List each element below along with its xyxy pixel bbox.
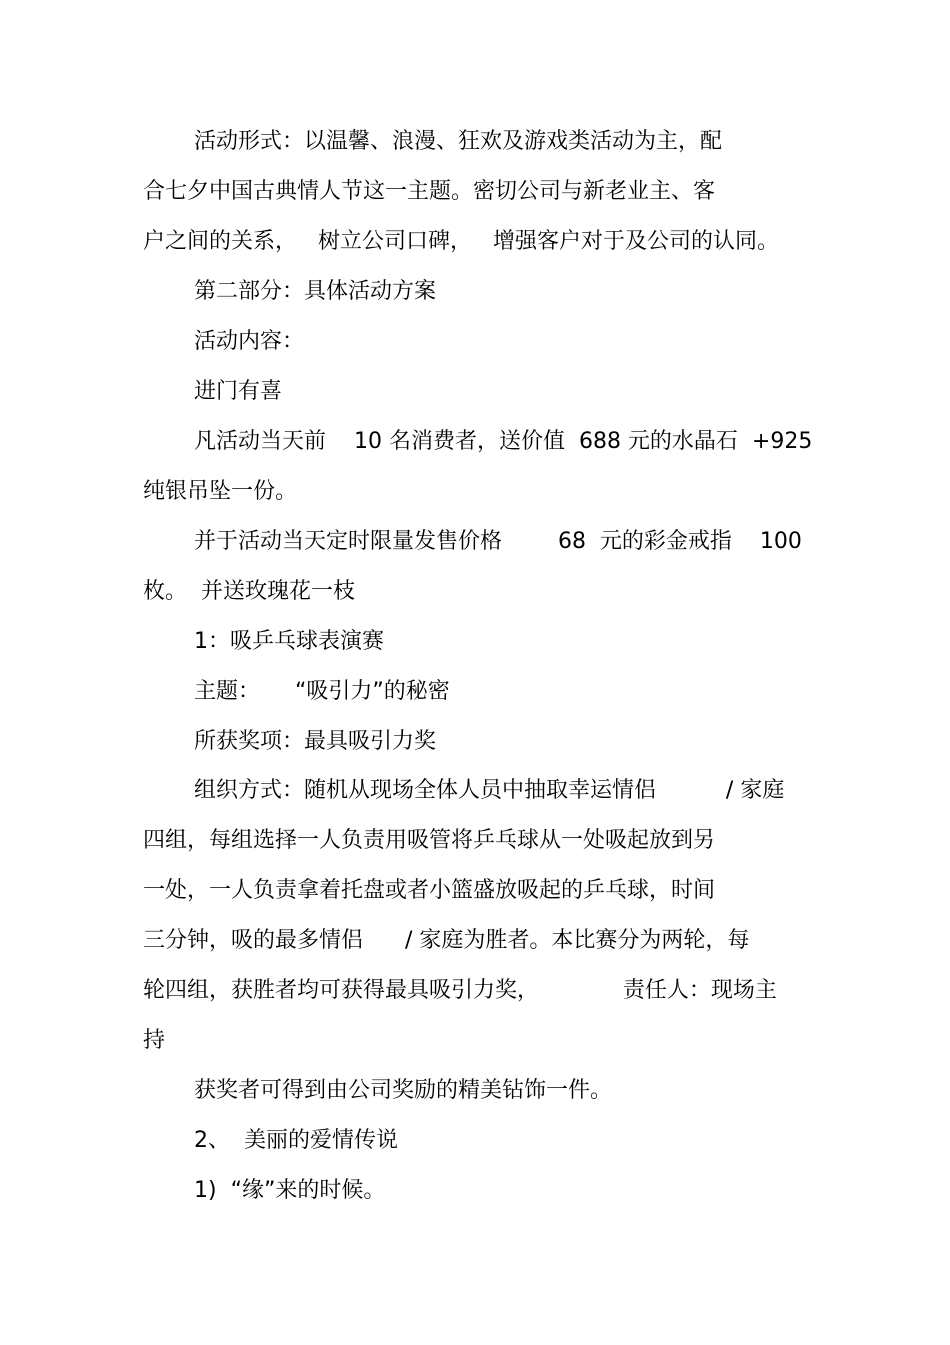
paragraph-line: 并于活动当天定时限量发售价格 68 元的彩金戒指 100 <box>194 529 802 554</box>
section-heading: 第二部分：具体活动方案 <box>194 279 437 304</box>
paragraph-line: 1) “缘”来的时候。 <box>194 1178 386 1203</box>
paragraph-line: 获奖者可得到由公司奖励的精美钻饰一件。 <box>194 1078 613 1103</box>
paragraph-line: 四组，每组选择一人负责用吸管将乒乓球从一处吸起放到另 <box>143 828 716 853</box>
paragraph-line: 合七夕中国古典情人节这一主题。密切公司与新老业主、客 <box>143 179 716 204</box>
paragraph-line: 轮四组，获胜者均可获得最具吸引力奖， 责任人：现场主 <box>143 978 777 1003</box>
paragraph-line: 活动形式：以温馨、浪漫、狂欢及游戏类活动为主，配 <box>194 129 723 154</box>
paragraph-line: 主题： “吸引力”的秘密 <box>194 679 450 704</box>
paragraph-line: 进门有喜 <box>194 379 283 404</box>
paragraph-line: 活动内容： <box>194 329 305 354</box>
paragraph-line: 枚。 并送玫瑰花一枝 <box>143 579 355 604</box>
paragraph-line: 一处，一人负责拿着托盘或者小篮盛放吸起的乒乓球，时间 <box>143 878 716 903</box>
paragraph-line: 组织方式：随机从现场全体人员中抽取幸运情侣 / 家庭 <box>194 778 785 803</box>
paragraph-line: 凡活动当天前 10 名消费者，送价值 688 元的水晶石 +925 <box>194 429 813 454</box>
paragraph-line: 三分钟，吸的最多情侣 / 家庭为胜者。本比赛分为两轮，每 <box>143 928 750 953</box>
paragraph-line: 纯银吊坠一份。 <box>143 479 298 504</box>
paragraph-line: 所获奖项：最具吸引力奖 <box>194 729 437 754</box>
paragraph-line: 户之间的关系， 树立公司口碑， 增强客户对于及公司的认同。 <box>143 229 779 254</box>
paragraph-line: 1：吸乒乓球表演赛 <box>194 629 384 654</box>
paragraph-line: 2、 美丽的爱情传说 <box>194 1128 398 1153</box>
paragraph-line: 持 <box>143 1028 166 1053</box>
